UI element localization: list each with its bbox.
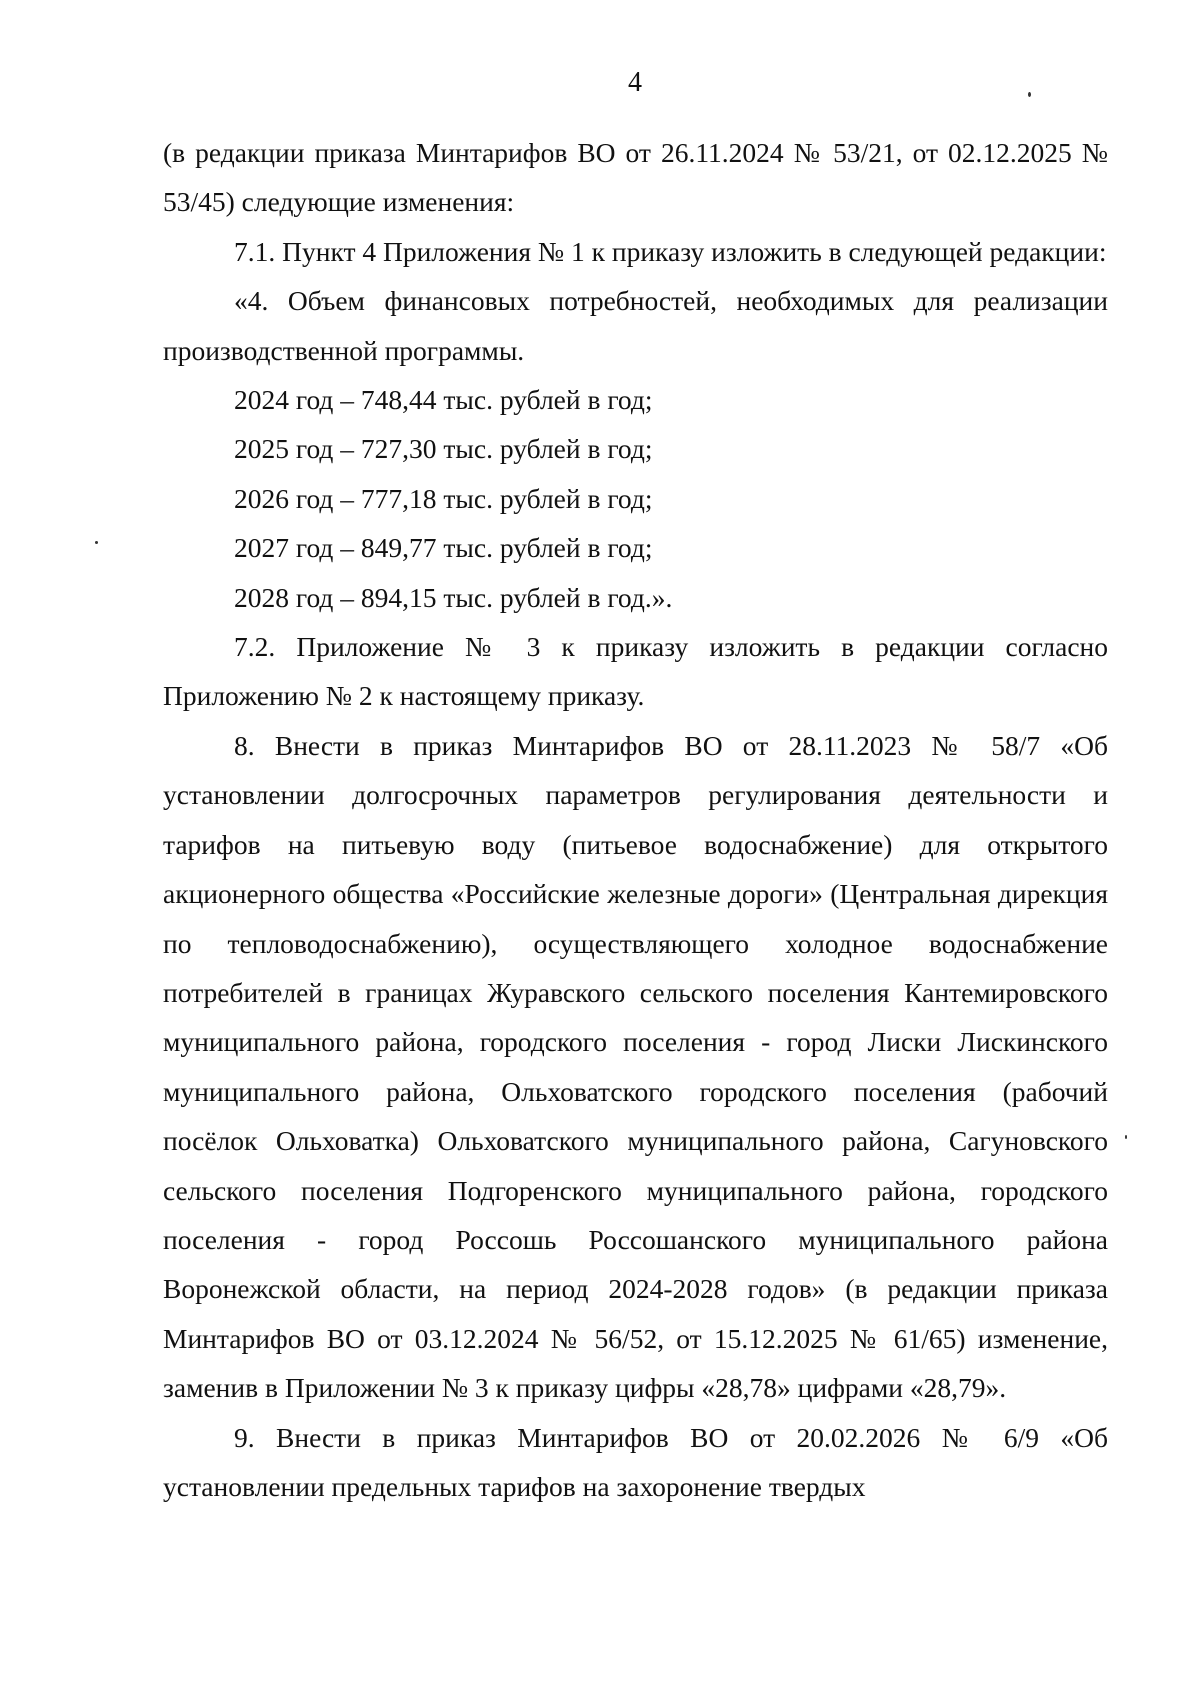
year-line-2025: 2025 год – 727,30 тыс. рублей в год; (234, 433, 653, 465)
scan-speck (1125, 1135, 1127, 1139)
year-line-2024: 2024 год – 748,44 тыс. рублей в год; (234, 384, 653, 416)
year-line-2027: 2027 год – 849,77 тыс. рублей в год; (234, 532, 653, 564)
year-line-2026: 2026 год – 777,18 тыс. рублей в год; (234, 482, 653, 514)
year-line-2028: 2028 год – 894,15 тыс. рублей в год.». (234, 581, 673, 613)
paragraph-9: 9. Внести в приказ Минтарифов ВО от 20.02.2026 № 6/9 «Об установлении предельных тарифов на захоронение твердых (163, 1421, 1108, 1502)
paragraph-7-1: 7.1. Пункт 4 Приложения № 1 к приказу изложить в следующей редакции: (234, 235, 1107, 267)
scan-speck (1028, 92, 1031, 97)
scan-speck (95, 541, 98, 544)
paragraph-7-2: 7.2. Приложение № 3 к приказу изложить в редакции согласно Приложению № 2 к настоящему приказу. (163, 631, 1108, 712)
paragraph-8: 8. Внести в приказ Минтарифов ВО от 28.11.2023 № 58/7 «Об установлении долгосрочных параметров регулирования деятельности и тарифов на питьевую воду (питьевое водоснабжение) для открытого акционерного общества «Российские железные дороги» (Центральная дирекция по тепловодоснабжению), осуществляющего холодное водоснабжение потребителей в границах Журавского сельского поселения Кантемировского муниципального района, городского поселения - город Лиски Лискинского муниципального района, Ольховатского городского поселения (рабочий посёлок Ольховатка) Ольховатского муниципального района, Сагуновского сельского поселения Подгоренского муниципального района, городского поселения - город Россошь Россошанского муниципального района Воронежской области, на период 2024-2028 годов» (в редакции приказа Минтарифов ВО от 03.12.2024 № 56/52, от 15.12.2025 № 61/65) изменение, заменив в Приложении № 3 к приказу цифры «28,78» цифрами «28,79». (163, 729, 1108, 1404)
page-number: 4 (628, 67, 642, 98)
document-body (163, 128, 1108, 1511)
paragraph-amendment-reference: (в редакции приказа Минтарифов ВО от 26.11.2024 № 53/21, от 02.12.2025 № 53/45) следующие изменения: (163, 137, 1108, 218)
paragraph-financial-needs: «4. Объем финансовых потребностей, необходимых для реализации производственной программы. (163, 285, 1108, 366)
